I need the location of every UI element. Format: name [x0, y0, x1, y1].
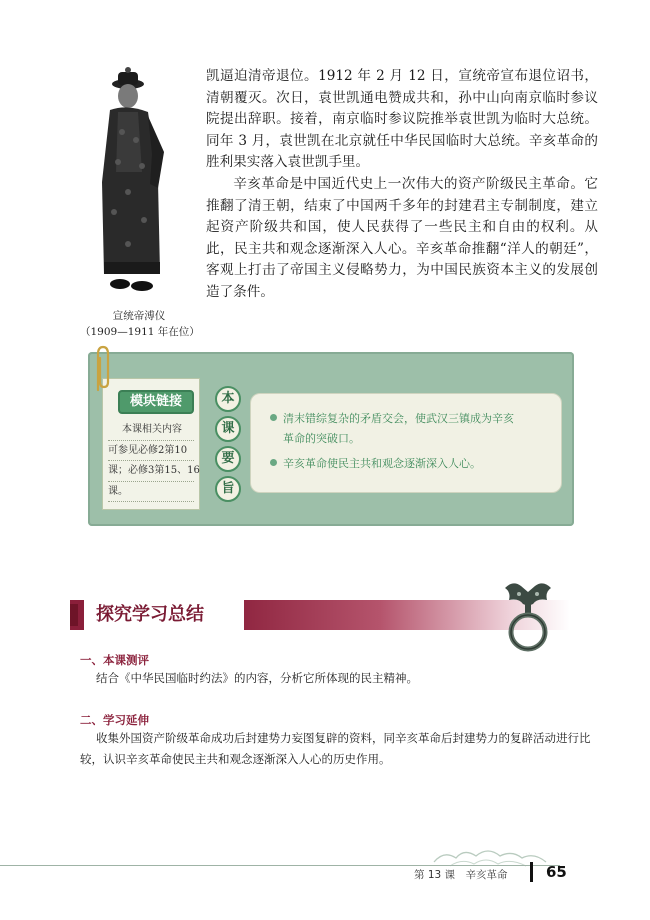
portrait-photo — [92, 62, 180, 302]
section-banner-mark — [70, 604, 78, 626]
module-link-text — [108, 420, 200, 502]
paperclip-icon — [91, 344, 113, 394]
lesson-point-1-text: 清末错综复杂的矛盾交会，使武汉三镇成为辛亥 — [283, 412, 514, 425]
module-link-line-4: 课。 — [108, 482, 194, 503]
portrait-caption-name: 宣统帝溥仪 — [112, 310, 166, 322]
module-link-line-2: 可参见必修2第10 — [108, 441, 194, 462]
section-title: 探究学习总结 — [96, 604, 204, 625]
module-link-line-1: 本课相关内容 — [108, 420, 194, 441]
body-text — [206, 66, 598, 304]
door-knocker-icon — [497, 578, 559, 654]
lesson-point-1 — [270, 409, 556, 429]
portrait-caption-reign: （1909—1911 年在位） — [80, 326, 200, 338]
footer-chapter: 第 13 课 辛亥革命 — [414, 869, 508, 881]
module-link-line-3: 课；必修3第15、16 — [108, 461, 194, 482]
section-2-text-line-2: 较，认识辛亥革命使民主共和观念逐渐深入人心的历史作用。 — [80, 752, 391, 766]
lesson-point-circle-3: 要 — [215, 446, 241, 472]
footer-separator — [530, 862, 533, 882]
section-1-text: 结合《中华民国临时约法》的内容，分析它所体现的民主精神。 — [96, 671, 418, 685]
section-2-heading: 二、学习延伸 — [80, 713, 149, 727]
footer-rule — [0, 865, 560, 866]
lesson-point-circle-1: 本 — [215, 386, 241, 412]
lesson-point-circle-2: 课 — [215, 416, 241, 442]
paragraph-1: 凯逼迫清帝退位。1912 年 2 月 12 日，宣统帝宣布退位诏书，清朝覆灭。次日，袁世凯通电赞成共和，孙中山向南京临时参议院提出辞职。接着，南京临时参议院推举袁世凯为临时大总统。同年 3 月，袁世凯在北京就任中华民国临时大总统。辛亥革命的胜利果实落入袁世凯手里。 — [206, 68, 598, 171]
lesson-point-1-cont: 革命的突破口。 — [283, 432, 360, 445]
paragraph-2: 辛亥革命是中国近代史上一次伟大的资产阶级民主革命。它推翻了清王朝，结束了中国两千多年的封建君主专制制度，建立起资产阶级共和国，使人民获得了一些民主和自由的权利。从此，民主共和观念逐渐深入人心。辛亥革命推翻“洋人的朝廷”，客观上打击了帝国主义侵略势力，为中国民族资本主义的发展创造了条件。 — [206, 175, 598, 300]
lesson-point-2 — [270, 454, 556, 474]
bullet-dot-icon — [270, 414, 277, 421]
module-link-tag: 模块链接 — [118, 390, 194, 414]
portrait-caption — [80, 308, 198, 340]
lesson-point-2-text: 辛亥革命使民主共和观念逐渐深入人心。 — [283, 457, 481, 470]
section-2-text-line-1: 收集外国资产阶级革命成功后封建势力妄图复辟的资料，同辛亥革命后封建势力的复辟活动进行比 — [96, 731, 591, 745]
page-number: 65 — [546, 863, 567, 881]
lesson-point-circle-4: 旨 — [215, 476, 241, 502]
section-1-heading: 一、本课测评 — [80, 653, 149, 667]
bullet-dot-icon — [270, 459, 277, 466]
